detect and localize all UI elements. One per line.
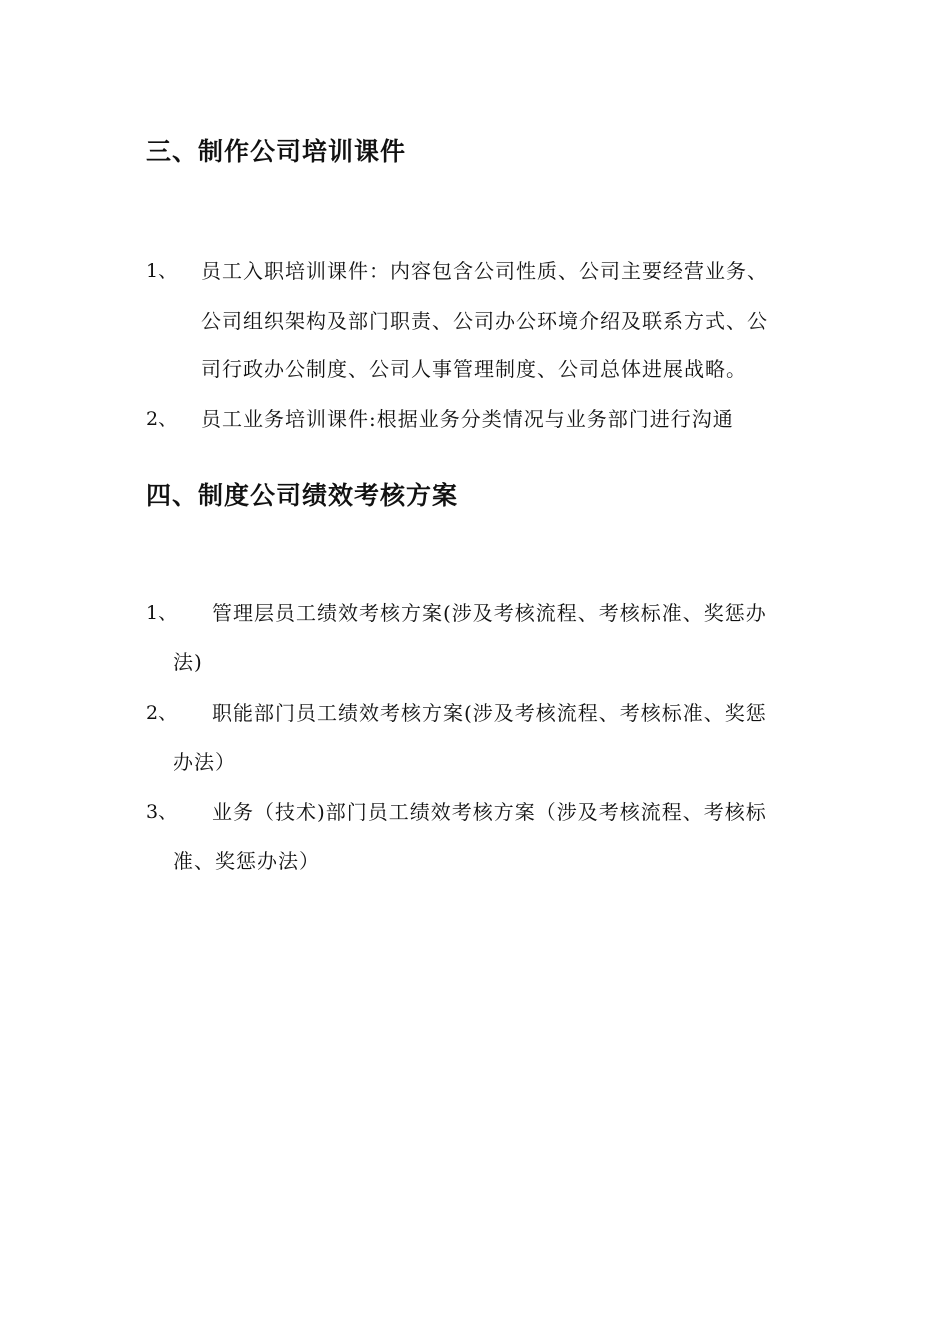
s4-item-3-line-1: 业务（技术)部门员工绩效考核方案（涉及考核流程、考核标: [212, 800, 767, 824]
s4-item-2-line-2: 办法）: [173, 750, 236, 774]
section-4-heading: 四、制度公司绩效考核方案: [146, 481, 459, 510]
s3-item-1-line-3: 司行政办公制度、公司人事管理制度、公司总体进展战略。: [201, 357, 747, 381]
s3-item-1-line-2: 公司组织架构及部门职责、公司办公环境介绍及联系方式、公: [201, 309, 768, 333]
s4-item-2-line-1: 职能部门员工绩效考核方案(涉及考核流程、考核标准、奖惩: [212, 701, 767, 725]
s4-item-1-number: 1、: [146, 602, 178, 624]
s4-item-3-number: 3、: [146, 801, 178, 823]
s4-item-1-line-2: 法): [173, 650, 203, 674]
s3-item-2-number: 2、: [146, 408, 178, 430]
s3-item-1-number: 1、: [146, 260, 178, 282]
section-3-heading: 三、制作公司培训课件: [146, 137, 407, 166]
s4-item-2-number: 2、: [146, 702, 178, 724]
s3-item-1-line-1: 员工入职培训课件：内容包含公司性质、公司主要经营业务、: [201, 259, 768, 283]
s3-item-2-line-1: 员工业务培训课件:根据业务分类情况与业务部门进行沟通: [201, 407, 734, 431]
s4-item-1-line-1: 管理层员工绩效考核方案(涉及考核流程、考核标准、奖惩办: [212, 601, 767, 625]
s4-item-3-line-2: 准、奖惩办法）: [173, 849, 320, 873]
